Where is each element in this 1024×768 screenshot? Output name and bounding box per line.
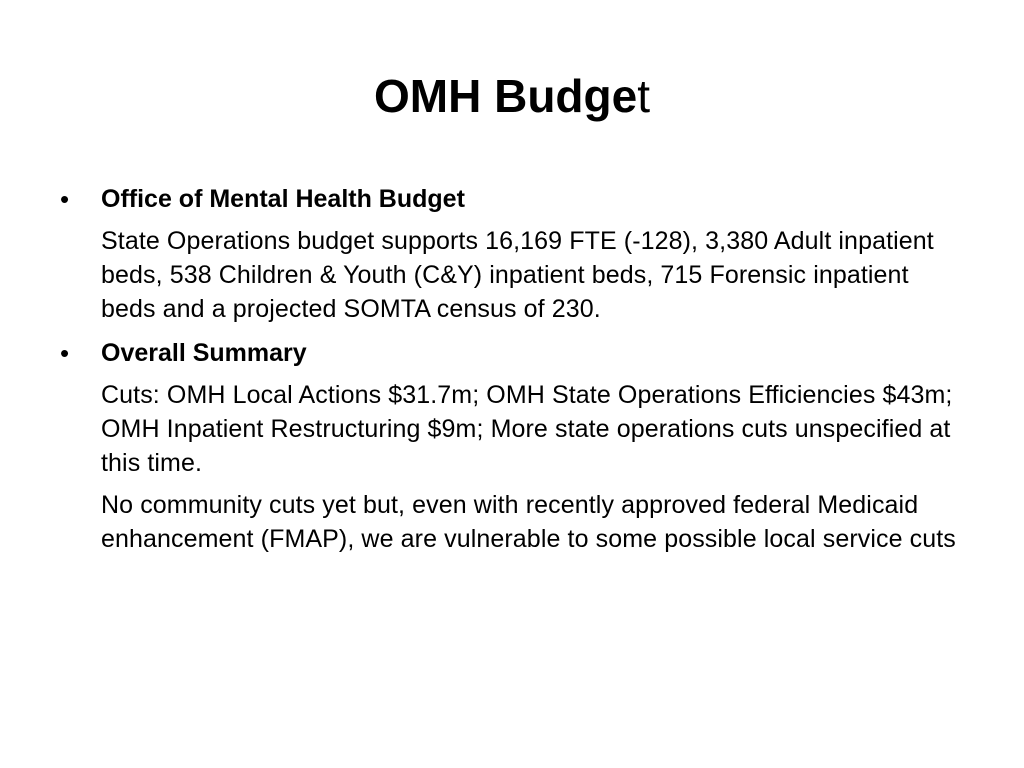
bullet-icon: • — [60, 338, 70, 368]
slide-title-tail: t — [637, 70, 650, 122]
bullet-icon: • — [60, 184, 70, 214]
slide-title-main: OMH Budge — [374, 70, 638, 122]
paragraph-state-operations: State Operations budget supports 16,169 FTE (-128), 3,380 Adult inpatient beds, 538 Children & Youth (C&Y) inpatient beds, 715 Forensic inpatient beds and a projected SOMTA census of 230. — [101, 227, 934, 323]
paragraph-cuts: Cuts: OMH Local Actions $31.7m; OMH State Operations Efficiencies $43m; OMH Inpatient Restructuring $9m; More state operations cuts unspecified at this time. — [101, 381, 953, 477]
bullet-item-overall-summary — [60, 334, 970, 372]
paragraph-community-cuts: No community cuts yet but, even with recently approved federal Medicaid enhancement (FMAP), we are vulnerable to some possible local service cuts — [101, 491, 956, 553]
bullet-item-office-budget — [60, 180, 970, 218]
bullet-heading: Overall Summary — [101, 339, 307, 367]
bullet-heading: Office of Mental Health Budget — [101, 185, 465, 213]
slide-content — [60, 180, 970, 564]
slide-title — [0, 64, 1024, 128]
